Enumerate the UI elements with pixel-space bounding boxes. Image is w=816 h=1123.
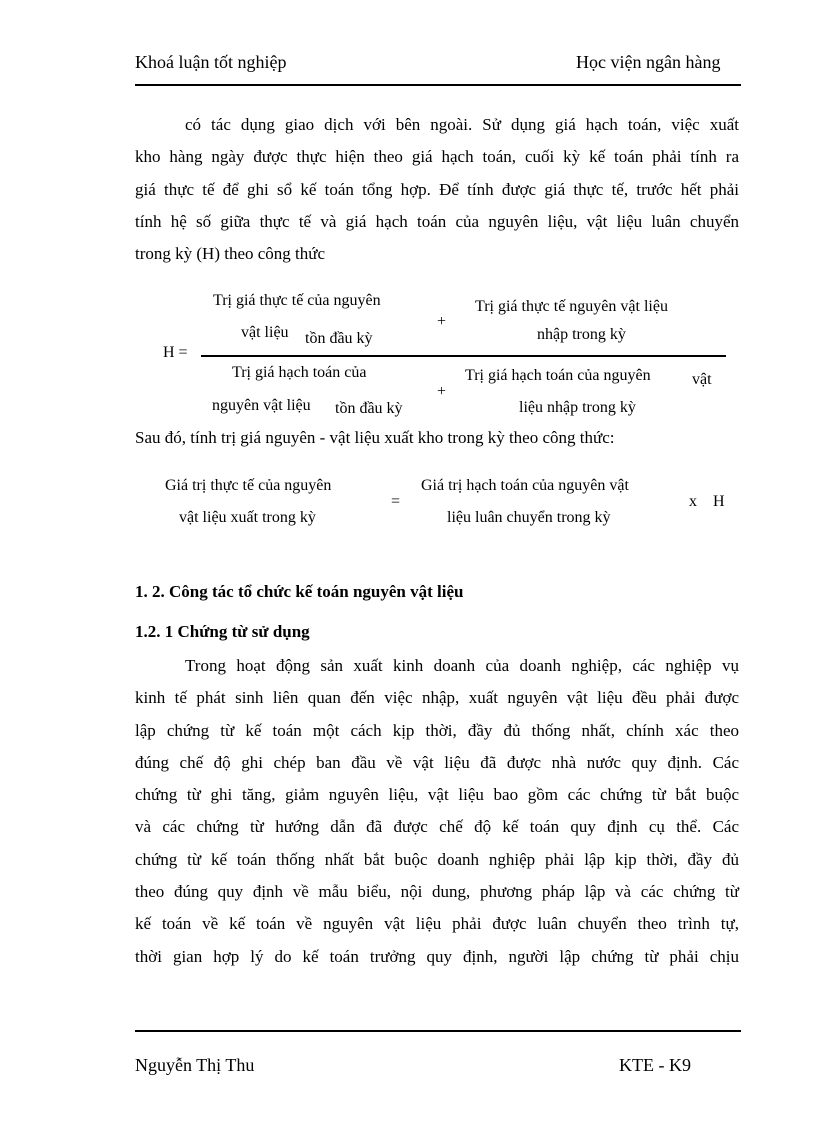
export-times: x [689,493,697,510]
intro-paragraph [135,109,739,270]
body-paragraph [135,650,739,973]
intro-line: có tác dụng giao dịch với bên ngoài. Sử dụng giá hạch toán, việc xuất [185,115,739,134]
body-line: chứng từ ghi tăng, giảm nguyên liệu, vật liệu bao gồm các chứng từ bắt buộc [135,785,739,805]
h-den-a-line2b: tồn đầu kỳ [335,400,403,417]
body-line: lập chứng từ kế toán một cách kịp thời, đầy đủ thống nhất, chính xác theo [135,720,739,740]
footer-rule [135,1030,741,1032]
h-num-a-line2: vật liệu [241,324,289,341]
h-fraction-bar [201,355,726,357]
h-den-a-line2: nguyên vật liệu [212,397,311,414]
h-num-b-line2: nhập trong kỳ [537,326,626,343]
body-line: Trong hoạt động sản xuất kinh doanh của doanh nghiệp, các nghiệp vụ [185,656,739,675]
section-heading: 1. 2. Công tác tổ chức kế toán nguyên vật liệu [135,582,464,601]
body-line: và các chứng từ hướng dẫn đã được chế độ kế toán quy định cụ thể. Các [135,817,739,837]
body-line: chứng từ kế toán thống nhất bắt buộc doanh nghiệp phải lập kịp thời, đầy đủ [135,849,739,869]
h-den-b-line2: liệu nhập trong kỳ [519,399,636,416]
header-left: Khoá luận tốt nghiệp [135,52,287,72]
intro-line: trong kỳ (H) theo công thức [135,244,326,264]
h-den-b-line1b: vật [692,371,712,388]
h-den-a-line1: Trị giá hạch toán của [232,364,367,381]
footer-left: Nguyễn Thị Thu [135,1055,255,1075]
h-num-a-line2b: tồn đầu kỳ [305,330,373,347]
body-line: đúng chế độ ghi chép ban đầu về vật liệu đã được nhà nước quy định. Các [135,752,739,772]
export-h: H [713,493,725,510]
body-line: theo đúng quy định về mẫu biểu, nội dung, phương pháp lập và các chứng từ [135,882,739,902]
export-left-line1: Giá trị thực tế của nguyên [165,477,332,494]
header-right: Học viện ngân hàng [576,52,721,72]
export-left-line2: vật liệu xuất trong kỳ [179,509,316,526]
body-line: thời gian hợp lý do kế toán trưởng quy định, người lập chứng từ phải chịu [135,946,739,966]
body-line: kinh tế phát sinh liên quan đến việc nhập, xuất nguyên vật liệu đều phải được [135,688,739,708]
after-formula-text: Sau đó, tính trị giá nguyên - vật liệu xuất kho trong kỳ theo công thức: [135,428,615,447]
h-den-plus: + [437,383,447,400]
h-num-plus: + [437,313,447,330]
subsection-heading: 1.2. 1 Chứng từ sử dụng [135,622,310,641]
intro-line: kho hàng ngày được thực hiện theo giá hạch toán, cuối kỳ kế toán phải tính ra [135,147,739,167]
h-lhs: H = [163,344,188,361]
h-den-b-line1: Trị giá hạch toán của nguyên [465,367,651,384]
export-right-line1: Giá trị hạch toán của nguyên vật [421,477,629,494]
intro-line: giá thực tế để ghi sổ kế toán tổng hợp. Để tính được giá thực tế, trước hết phải [135,179,739,199]
footer-right: KTE - K9 [619,1055,691,1075]
body-line: kế toán về kế toán về nguyên vật liệu phải được luân chuyển theo trình tự, [135,914,739,934]
header-rule [135,84,741,86]
intro-line: tính hệ số giữa thực tế và giá hạch toán của nguyên liệu, vật liệu luân chuyển [135,211,739,231]
export-right-line2: liệu luân chuyển trong kỳ [447,509,611,526]
h-num-a-line1: Trị giá thực tế của nguyên [213,292,381,309]
export-equals: = [391,493,401,510]
h-num-b-line1: Trị giá thực tế nguyên vật liệu [475,298,668,315]
